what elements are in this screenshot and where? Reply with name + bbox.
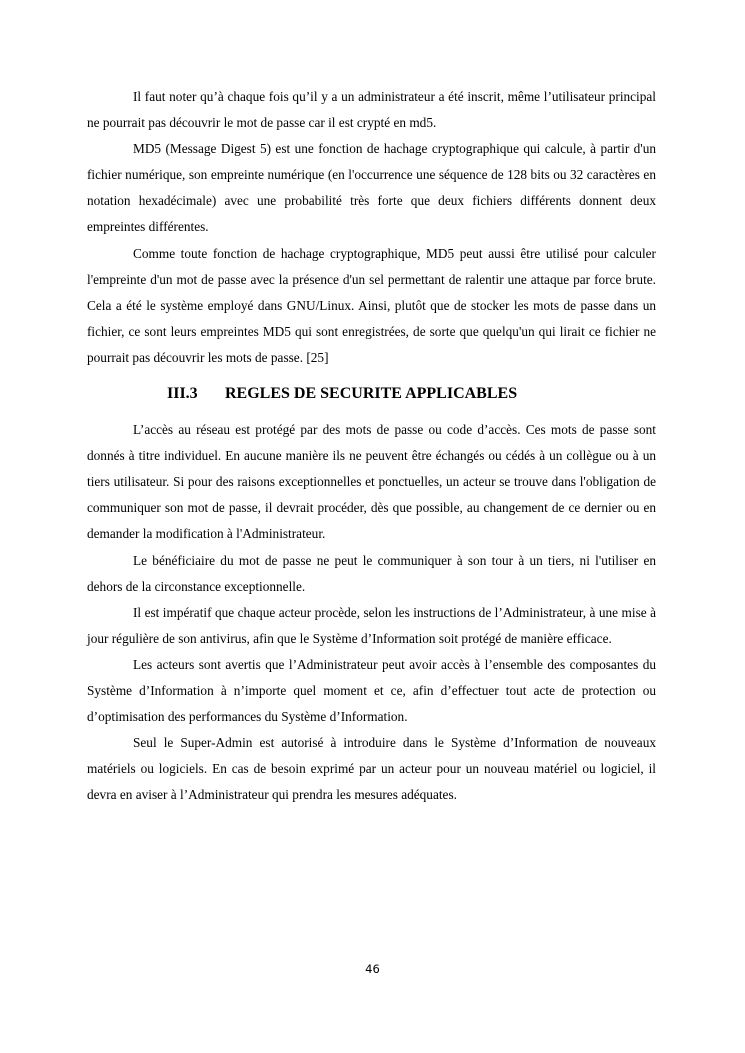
paragraph-super-admin: Seul le Super-Admin est autorisé à introduire dans le Système d’Information de nouveaux matériels ou logiciels. En cas de besoin exprimé par un acteur pour un nouveau matériel ou logiciel, il devra en aviser à l’Administrateur qui prendra les mesures adéquates. [87, 735, 656, 803]
paragraph-network-access: L’accès au réseau est protégé par des mots de passe ou code d’accès. Ces mots de passe sont donnés à titre individuel. En aucune manière ils ne peuvent être échangés ou cédés à un collègue ou à un tiers utilisateur. Si pour des raisons exceptionnelles et ponctuelles, un acteur se trouve dans l'obligation de communiquer son mot de passe, il devrait procéder, dès que possible, au changement de ce dernier ou en demander la modification à l'Administrateur. [87, 422, 656, 542]
paragraph-md5-password-hash: Comme toute fonction de hachage cryptographique, MD5 peut aussi être utilisé pour calculer l'empreinte d'un mot de passe avec la présence d'un sel permettant de ralentir une attaque par force brute. Cela a été le système employé dans GNU/Linux. Ainsi, plutôt que de stocker les mots de passe dans un fichier, ce sont leurs empreintes MD5 qui sont enregistrées, de sorte que quelqu'un qui lirait ce fichier ne pourrait pas découvrir les mots de passe. [25] [87, 245, 656, 365]
paragraph-admin-access: Les acteurs sont avertis que l’Administrateur peut avoir accès à l’ensemble des composantes du Système d’Information à n’importe quel moment et ce, afin d’effectuer tout acte de protection ou d’optimisation des performances du Système d’Information. [87, 656, 656, 725]
document-page [87, 84, 656, 808]
paragraph-admin-password-note: Il faut noter qu’à chaque fois qu’il y a un administrateur a été inscrit, même l’utilisateur principal ne pourrait pas découvrir le mot de passe car il est crypté en md5. [87, 89, 656, 131]
paragraph-md5-definition: MD5 (Message Digest 5) est une fonction de hachage cryptographique qui calcule, à partir d'un fichier numérique, son empreinte numérique (en l'occurrence une séquence de 128 bits ou 32 caractères en notation hexadécimale) avec une probabilité très forte que deux fichiers différents donnent deux empreintes différentes. [87, 141, 656, 235]
section-title: REGLES DE SECURITE APPLICABLES [225, 385, 518, 403]
section-number: III.3 [167, 385, 198, 403]
section-heading [167, 382, 656, 406]
paragraph-antivirus-update: Il est impératif que chaque acteur procède, selon les instructions de l’Administrateur, à une mise à jour régulière de son antivirus, afin que le Système d’Information soit protégé de manière efficace. [87, 604, 656, 646]
page-number: 46 [365, 962, 380, 976]
paragraph-password-beneficiary: Le bénéficiaire du mot de passe ne peut le communiquer à son tour à un tiers, ni l'utiliser en dehors de la circonstance exceptionnelle. [87, 552, 656, 594]
